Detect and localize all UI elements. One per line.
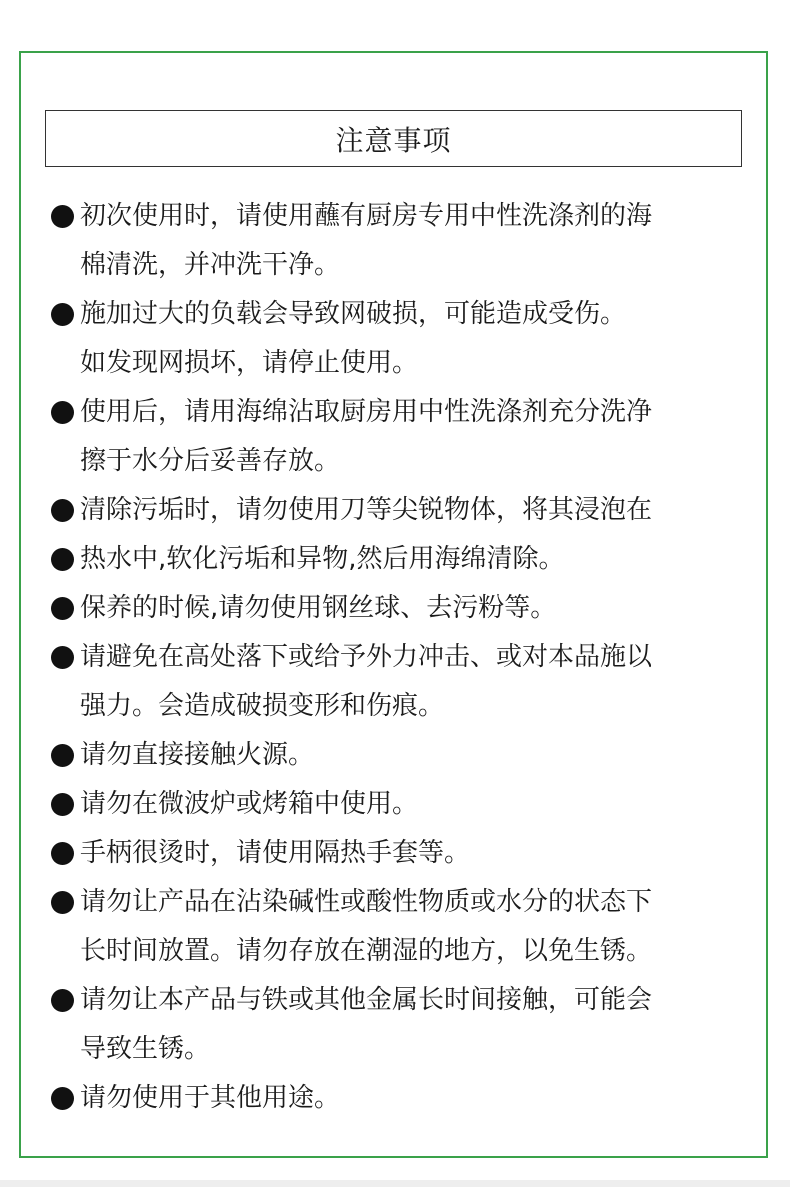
item-line: 热水中,软化污垢和异物,然后用海绵清除。	[80, 544, 565, 574]
list-item	[48, 535, 758, 584]
item-line: 请勿使用于其他用途。	[80, 1083, 341, 1113]
bullet-icon	[51, 548, 74, 571]
item-line: 使用后，请用海绵沾取厨房用中性洗涤剂充分洗净	[80, 397, 653, 427]
item-line: 如发现网损坏，请停止使用。	[80, 348, 419, 378]
bullet-icon	[51, 891, 74, 914]
list-item	[48, 486, 758, 535]
page-title: 注意事项	[335, 123, 452, 157]
bullet-icon	[51, 842, 74, 865]
item-line: 请勿直接接触火源。	[80, 740, 315, 770]
list-item	[48, 878, 758, 976]
bullet-icon	[51, 1087, 74, 1110]
bullet-icon	[51, 989, 74, 1012]
item-line: 导致生锈。	[80, 1034, 211, 1064]
bullet-icon	[51, 793, 74, 816]
list-item	[48, 192, 758, 290]
item-line: 擦于水分后妥善存放。	[80, 446, 341, 476]
title-box	[45, 110, 742, 167]
item-line: 请勿让产品在沾染碱性或酸性物质或水分的状态下	[80, 887, 653, 917]
bullet-icon	[51, 646, 74, 669]
item-line: 清除污垢时，请勿使用刀等尖锐物体，将其浸泡在	[80, 495, 653, 525]
bullet-icon	[51, 205, 74, 228]
item-line: 施加过大的负载会导致网破损，可能造成受伤。	[80, 299, 627, 329]
list-item	[48, 584, 758, 633]
list-item	[48, 1074, 758, 1123]
item-line: 保养的时候,请勿使用钢丝球、去污粉等。	[80, 593, 557, 623]
list-item	[48, 388, 758, 486]
item-line: 请避免在高处落下或给予外力冲击、或对本品施以	[80, 642, 653, 672]
bullet-icon	[51, 303, 74, 326]
list-item	[48, 290, 758, 388]
bullet-icon	[51, 401, 74, 424]
list-item	[48, 780, 758, 829]
bottom-divider	[0, 1180, 790, 1187]
item-line: 手柄很烫时，请使用隔热手套等。	[80, 838, 471, 868]
item-line: 长时间放置。请勿存放在潮湿的地方，以免生锈。	[80, 936, 653, 966]
list-item	[48, 829, 758, 878]
list-item	[48, 731, 758, 780]
item-line: 请勿让本产品与铁或其他金属长时间接触，可能会	[80, 985, 653, 1015]
list-item	[48, 633, 758, 731]
notice-list	[48, 192, 758, 1123]
item-line: 请勿在微波炉或烤箱中使用。	[80, 789, 419, 819]
item-line: 棉清洗，并冲洗干净。	[80, 250, 341, 280]
bullet-icon	[51, 744, 74, 767]
bullet-icon	[51, 597, 74, 620]
item-line: 初次使用时，请使用蘸有厨房专用中性洗涤剂的海	[80, 201, 653, 231]
bullet-icon	[51, 499, 74, 522]
list-item	[48, 976, 758, 1074]
item-line: 强力。会造成破损变形和伤痕。	[80, 691, 445, 721]
